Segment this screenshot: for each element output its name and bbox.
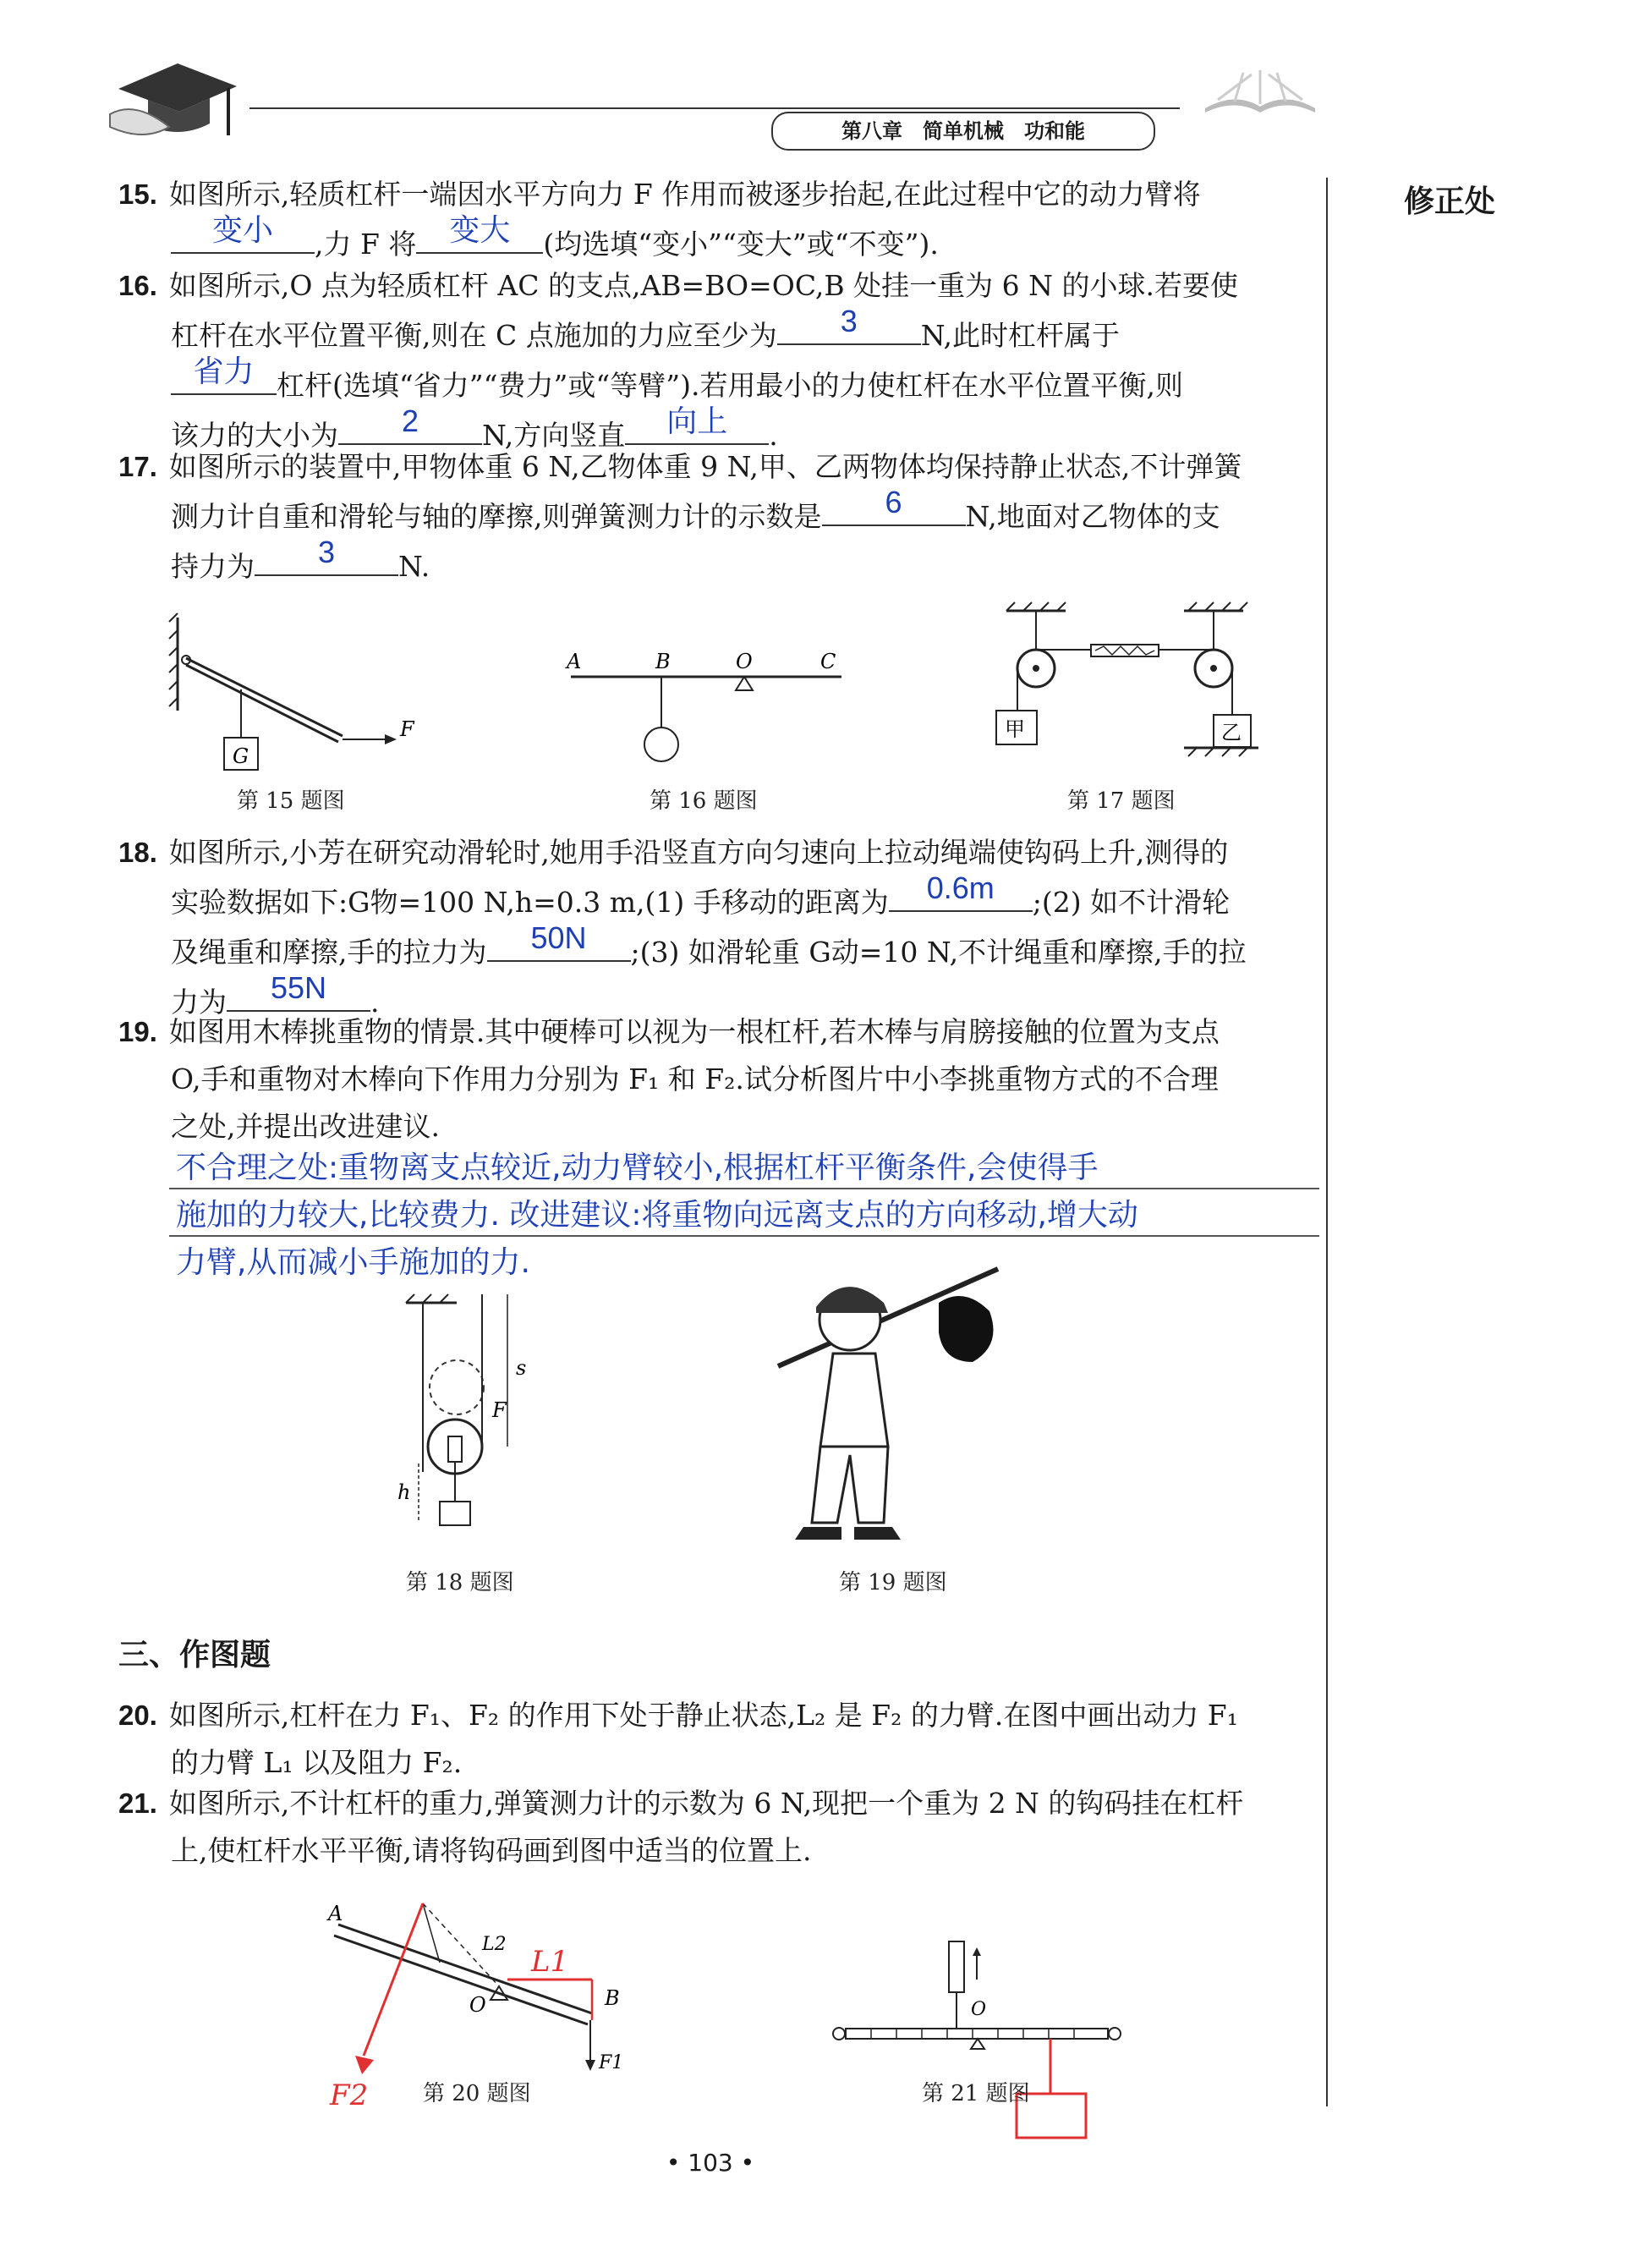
question-19: 19. 如图用木棒挑重物的情景.其中硬棒可以视为一根杠杆,若木棒与肩膀接触的位置为支点 O,手和重物对木棒向下作用力分别为 F₁ 和 F₂.试分析图片中小李挑重物方式的不合理 之处,并提出改进建议. (118, 1015, 1220, 1143)
answer-blank[interactable]: 变大 (416, 218, 543, 254)
answer-blank[interactable]: 6 (822, 491, 966, 526)
svg-text:O: O (971, 1999, 987, 2020)
header-logo (101, 34, 245, 144)
svg-text:h: h (397, 1480, 411, 1504)
answer-line-2: 施加的力较大,比较费力. 改进建议:将重物向远离支点的方向移动,增大动 (169, 1188, 1319, 1237)
question-20: 20. 如图所示,杠杆在力 F₁、F₂ 的作用下处于静止状态,L₂ 是 F₂ 的力臂.在图中画出动力 F₁ 的力臂 L₁ 以及阻力 F₂. (118, 1699, 1238, 1779)
figure-21 (829, 1937, 1133, 2140)
figure-19 (761, 1252, 1015, 1548)
svg-text:A: A (328, 1902, 343, 1925)
graduation-cap-icon (101, 34, 245, 144)
figure-20-caption: 第 20 题图 (423, 2081, 531, 2106)
svg-text:甲: 甲 (1005, 717, 1025, 741)
question-number: 15. (118, 178, 157, 210)
answer-blank[interactable]: 2 (338, 409, 482, 445)
answer-blank[interactable]: 向上 (625, 409, 769, 445)
svg-text:F2: F2 (330, 2079, 369, 2112)
answer-blank[interactable]: 55N (227, 976, 370, 1012)
figure-16-caption: 第 16 题图 (650, 788, 758, 814)
svg-text:F: F (492, 1398, 507, 1422)
question-18: 18. 如图所示,小芳在研究动滑轮时,她用手沿竖直方向匀速向上拉动绳端使钩码上升,测得的 实验数据如下:G物=100 N,h=0.3 m,(1) 手移动的距离为 0.6m ;(2) 如不计滑轮 及绳重和摩擦,手的拉力为 50N ;(3) 如滑轮重 G动=10 N,不计绳重和摩擦,手的拉 力为 55N . (118, 836, 1247, 1019)
question-16: 16. 如图所示,O 点为轻质杠杆 AC 的支点,AB=BO=OC,B 处挂一重为 6 N 的小球.若要使 杠杆在水平位置平衡,则在 C 点施加的力应至少为 3 N,此时杠杆属于 省力 杠杆(选填“省力”“费力”或“等臂”).若用最小的力使杠杆在水平位置平衡,则 该力的大小为 2 N,方向竖直 向上 . (118, 269, 1238, 452)
answer-blank[interactable]: 省力 (171, 360, 277, 395)
svg-text:乙: 乙 (1221, 721, 1242, 744)
svg-text:A: A (567, 650, 582, 673)
svg-text:G: G (233, 744, 249, 768)
svg-text:O: O (736, 650, 753, 673)
svg-text:B: B (655, 650, 671, 673)
answer-blank[interactable]: 3 (777, 310, 921, 345)
figure-21-caption: 第 21 题图 (922, 2081, 1030, 2106)
svg-text:L1: L1 (531, 1945, 569, 1979)
book-icon (1201, 66, 1319, 117)
figure-18-caption: 第 18 题图 (406, 1570, 514, 1595)
header-chapter: 第八章 简单机械 功和能 (771, 112, 1155, 151)
sidebar-divider (1326, 178, 1328, 2106)
figure-19-caption: 第 19 题图 (839, 1570, 947, 1595)
question-17: 17. 如图所示的装置中,甲物体重 6 N,乙物体重 9 N,甲、乙两物体均保持静止状态,不计弹簧 测力计自重和滑轮与轴的摩擦,则弹簧测力计的示数是 6 N,地面对乙物体的支 持力为 3 N. (118, 450, 1242, 583)
svg-text:O: O (469, 1993, 486, 2017)
answer-blank[interactable]: 3 (255, 541, 398, 576)
svg-text:F: F (400, 717, 414, 741)
header-rule (249, 107, 1180, 109)
answer-line-1: 不合理之处:重物离支点较近,动力臂较小,根据杠杆平衡条件,会使得手 (169, 1140, 1319, 1189)
sidebar-label: 修正处 (1404, 184, 1496, 219)
figure-17 (973, 601, 1260, 770)
question-15: 15. 如图所示,轻质杠杆一端因水平方向力 F 作用而被逐步抬起,在此过程中它的动力臂将 变小 ,力 F 将 变大 (均选填“变小”“变大”或“不变”). (118, 178, 1201, 261)
question-21: 21. 如图所示,不计杠杆的重力,弹簧测力计的示数为 6 N,现把一个重为 2 N 的钩码挂在杠杆 上,使杠杆水平平衡,请将钩码画到图中适当的位置上. (118, 1787, 1244, 1867)
page-number: • 103 • (666, 2149, 755, 2177)
svg-text:L2: L2 (482, 1934, 507, 1955)
answer-blank[interactable]: 变小 (171, 218, 315, 254)
svg-text:s: s (516, 1356, 527, 1380)
figure-15 (165, 609, 436, 778)
answer-blank[interactable]: 50N (487, 926, 631, 962)
section-title: 三、作图题 (118, 1638, 271, 1672)
figure-16 (558, 643, 846, 770)
svg-text:F1: F1 (599, 2052, 624, 2073)
svg-text:B: B (605, 1986, 620, 2010)
figure-17-caption: 第 17 题图 (1067, 788, 1176, 814)
svg-text:C: C (820, 650, 836, 673)
figure-18 (397, 1269, 567, 1565)
answer-blank[interactable]: 0.6m (889, 876, 1033, 912)
figure-15-caption: 第 15 题图 (237, 788, 345, 814)
